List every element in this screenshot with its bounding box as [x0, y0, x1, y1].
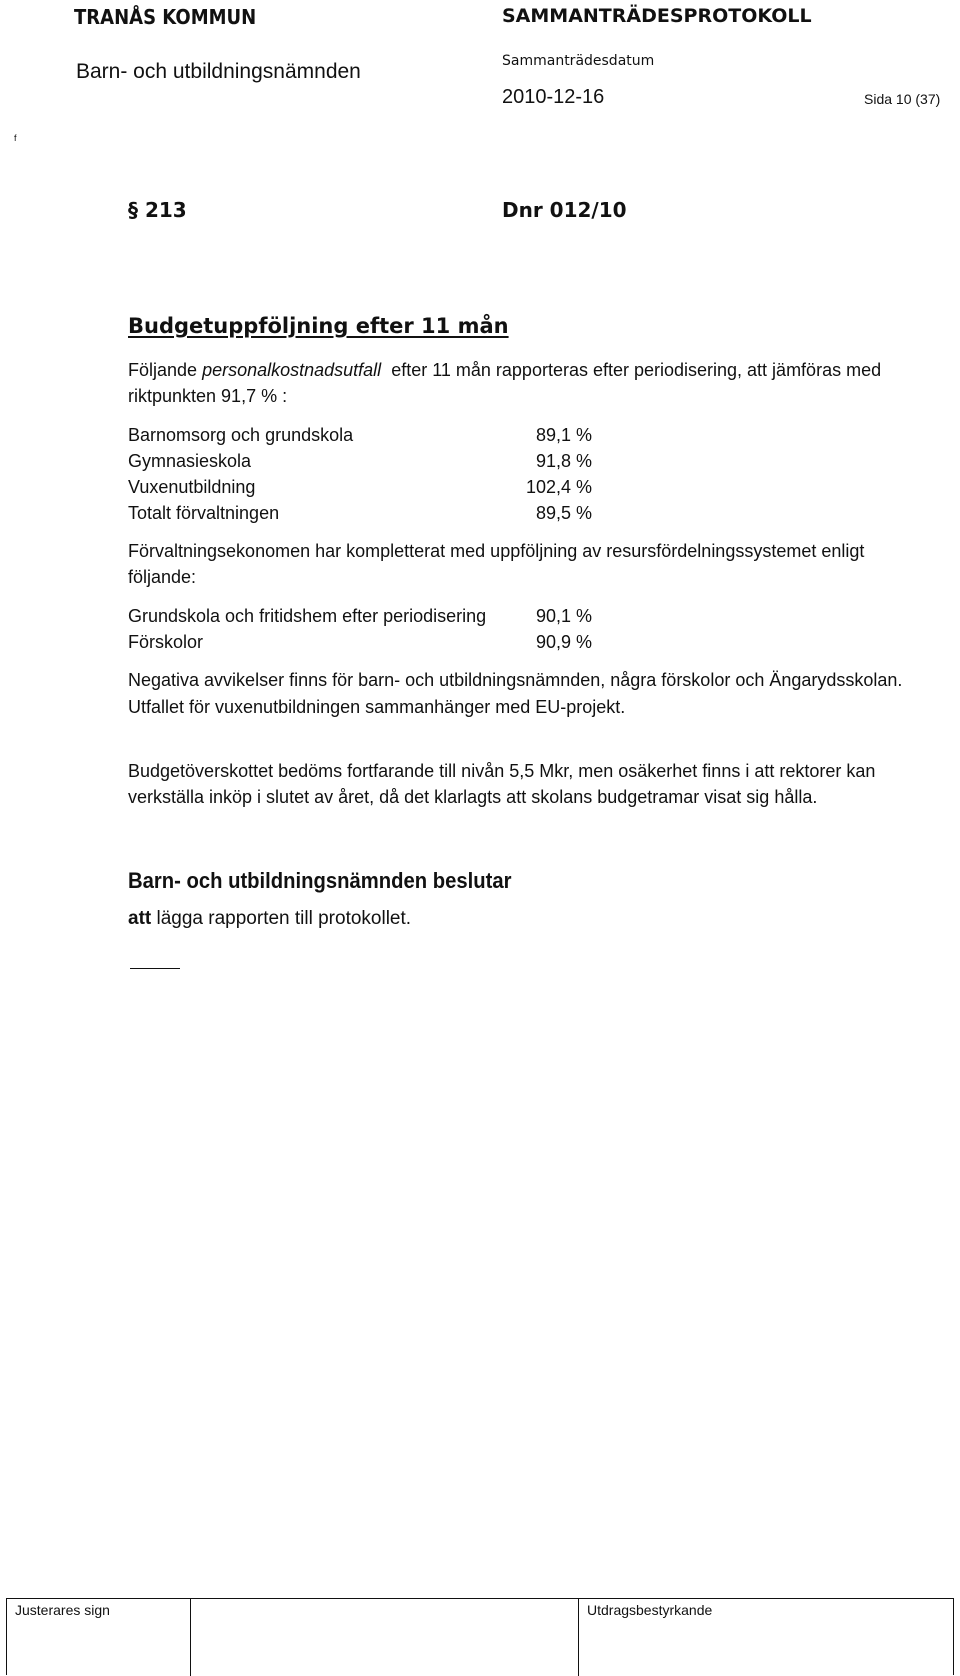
meeting-date-label: Sammanträdesdatum: [502, 53, 655, 69]
intro-line-1: [128, 357, 881, 383]
page-number: Sida 10 (37): [864, 91, 941, 107]
outcome-label: Totalt förvaltningen: [128, 503, 280, 523]
deviation-line-2: Utfallet för vuxenutbildningen sammanhänger med EU-projekt.: [128, 697, 626, 717]
stray-mark: f: [14, 133, 17, 143]
outcome-row: [128, 422, 592, 448]
decision-text: lägga rapporten till protokollet.: [151, 908, 412, 929]
intro-text-after: efter 11 mån rapporteras efter periodisering, att jämföras med: [381, 360, 882, 380]
outcome-value: 91,8 %: [535, 451, 592, 471]
decision-line: [128, 908, 411, 930]
surplus-line-1: Budgetöverskottet bedöms fortfarande till nivån 5,5 Mkr, men osäkerhet finns i att rektorer kan: [128, 761, 876, 781]
deviation-line-1: Negativa avvikelser finns för barn- och utbildningsnämnden, några förskolor och Ängarydsskolan.: [128, 670, 903, 690]
adjuster-sign-label: Justerares sign: [15, 1602, 110, 1618]
outcome-label: Gymnasieskola: [128, 451, 252, 471]
intro-line-2: riktpunkten 91,7 % :: [128, 386, 288, 406]
meeting-date: 2010-12-16: [502, 86, 605, 108]
decision-att: att: [128, 908, 152, 929]
allocation-label: Grundskola och fritidshem efter periodisering: [128, 606, 487, 626]
excerpt-certifying-label: Utdragsbestyrkande: [587, 1602, 713, 1618]
outcome-value: 102,4 %: [525, 477, 592, 497]
surplus-line-2: verkställa inköp i slutet av året, då det klarlagts att skolans budgetramar visat sig hålla.: [128, 787, 818, 807]
committee-name: Barn- och utbildningsnämnden: [76, 60, 361, 83]
signature-footer: [6, 1598, 954, 1675]
outcome-label: Vuxenutbildning: [128, 477, 256, 497]
decision-title: Barn- och utbildningsnämnden beslutar: [128, 868, 512, 893]
allocation-value: 90,1 %: [535, 606, 592, 626]
subject-heading: Budgetuppföljning efter 11 mån: [128, 314, 509, 338]
outcome-value: 89,5 %: [535, 503, 592, 523]
allocation-row: [128, 603, 592, 629]
allocation-row: [128, 629, 592, 655]
document-type: SAMMANTRÄDESPROTOKOLL: [502, 5, 812, 27]
outcome-row: [128, 500, 592, 526]
economist-line-2: följande:: [128, 567, 197, 587]
adjuster-sign-space: [191, 1599, 579, 1676]
excerpt-certifying-box: [579, 1599, 955, 1676]
adjuster-sign-box: [7, 1599, 191, 1676]
intro-text-before: Följande: [128, 360, 203, 380]
economist-line-1: Förvaltningsekonomen har kompletterat med uppföljning av resursfördelningssystemet enligt: [128, 541, 865, 561]
paragraph-number: § 213: [128, 198, 187, 222]
diary-number: Dnr 012/10: [502, 198, 627, 222]
outcome-row: [128, 474, 592, 500]
intro-text-italic: personalkostnadsutfall: [202, 360, 382, 380]
outcome-value: 89,1 %: [535, 425, 592, 445]
organization-name: TRANÅS KOMMUN: [74, 5, 257, 29]
end-rule: [130, 968, 180, 969]
allocation-label: Förskolor: [128, 632, 204, 652]
allocation-value: 90,9 %: [535, 632, 592, 652]
outcome-row: [128, 448, 592, 474]
outcome-label: Barnomsorg och grundskola: [128, 425, 354, 445]
